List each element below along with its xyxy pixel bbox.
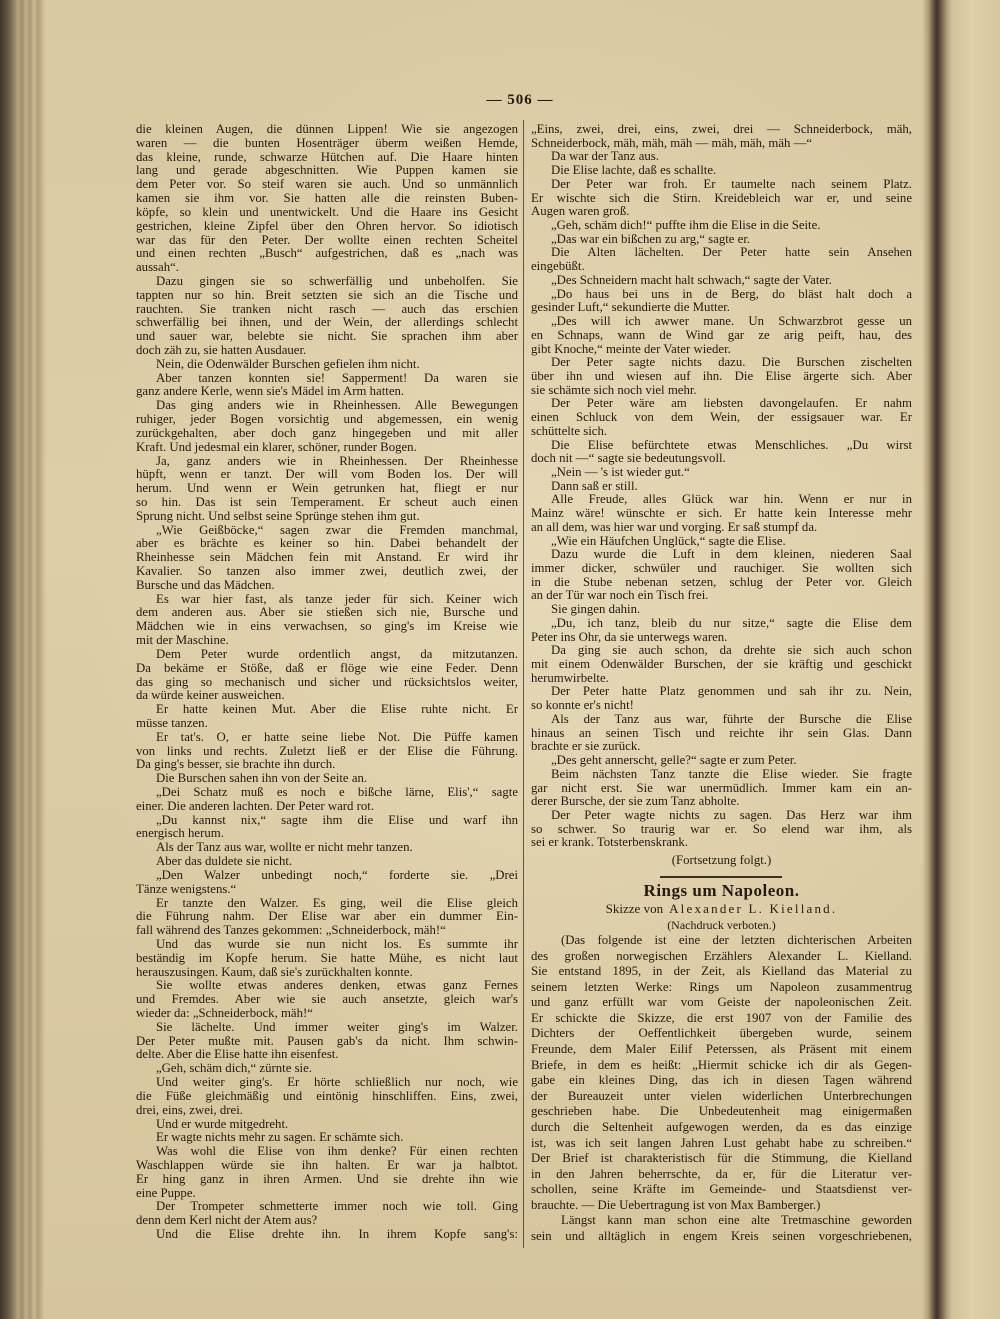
text-line: schollen, seine Kräfte im Gemeinde- und Staatsdienst ver- [531, 1182, 912, 1197]
text-line: Das ging anders wie in Rheinhessen. Alle Bewegungen [156, 399, 518, 413]
text-line: herauszusingen. Kaum, daß sie's zurückhalten konnte. [136, 965, 413, 979]
text-line: Der Peter wagte nichts zu sagen. Das Herz war ihm [551, 808, 912, 822]
text-line: waren — die bunten Hosenträger überm weißen Hemde, [136, 136, 518, 150]
paragraph [136, 1021, 518, 1062]
text-line: brachte er sie zurück. [531, 740, 641, 754]
paragraph [531, 288, 912, 315]
text-line: tappten nur so hin. Breit setzten sie sich an die Tische und [136, 288, 518, 302]
text-line: doch nit —“ sagte sie bedeutungsvoll. [531, 452, 726, 466]
text-line: schüttelte sich. [531, 424, 608, 438]
text-line: Der Peter sagte nichts dazu. Die Burschen zischelten [551, 356, 912, 370]
paragraph [136, 869, 518, 897]
text-line: des großen norwegischen Erzählers Alexander L. Kielland. [531, 948, 912, 963]
text-line: müsse tanzen. [136, 716, 208, 730]
paragraph [136, 399, 518, 454]
text-line: gesinder Luft,“ sekundierte die Mutter. [531, 301, 731, 315]
text-line: an der Tür war noch ein Tisch frei. [531, 589, 709, 603]
text-line: seinem letzten Werke: Rings um Napoleon zusammentrug [531, 979, 912, 994]
paragraph [136, 772, 518, 786]
text-line: die Füße gleichmäßig und eintönig hinschliffen. Eins, zwei, [136, 1089, 518, 1103]
text-line: Da ging's besser, sie brachte ihn durch. [136, 758, 336, 772]
text-line: Dem Peter wurde ordentlich angst, da mitzutanzen. [156, 647, 518, 661]
text-line: derer Bursche, der sie zum Tanz abholte. [531, 795, 740, 809]
page-gutter-shadow [922, 0, 952, 1319]
text-line: Freunde, dem Maler Eilif Peterssen, als Präsent mit einem [531, 1042, 912, 1057]
text-line: „Wie ein Häufchen Unglück,“ sagte die Elise. [551, 534, 786, 548]
article-title: Rings um Napoleon. [643, 881, 800, 900]
text-line: herum. Und wenn er Wein getrunken hat, fliegt er nur [136, 482, 518, 496]
text-line: Längst kann man schon eine alte Tretmaschine geworden [561, 1213, 912, 1228]
text-line: Kavalier. So tanzen also immer zwei, deutlich zwei, der [136, 565, 518, 578]
paragraph [531, 809, 912, 850]
paragraph [136, 123, 518, 275]
paragraph [136, 275, 518, 358]
text-line: „Des Schneidern macht halt schwach,“ sagte der Vater. [551, 273, 832, 287]
paragraph [136, 855, 518, 869]
text-line: Da war der Tanz aus. [551, 150, 659, 164]
text-line: „Das war ein bißchen zu arg,“ sagte er. [551, 232, 751, 246]
paragraph [136, 358, 518, 372]
paragraph [136, 979, 518, 1020]
text-line: (Das folgende ist eine der letzten dichterischen Arbeiten [561, 933, 912, 947]
text-line: Und das wurde sie nun nicht los. Es summte ihr [156, 937, 518, 951]
text-line: so schwer. So traurig war er. So elend war ihm, als [531, 822, 912, 836]
text-line: doch zäh zu, sie hatten Ausdauer. [136, 344, 307, 357]
text-line: einen Schluck von dem Wein, der essigsauer war. Er [531, 411, 912, 425]
article-body [531, 933, 912, 1245]
text-line: war das für den Peter. Der wollte einen rechten Scheitel [136, 233, 518, 247]
text-line: Er hatte keinen Mut. Aber die Elise ruhte nicht. Er [156, 703, 518, 717]
text-line: Er wagte nichts mehr zu sagen. Er schämte sich. [156, 1131, 404, 1145]
text-line: Sie wollte etwas anderes denken, etwas ganz Fernes [156, 979, 518, 993]
next-page-edge [952, 0, 1000, 1319]
paragraph [531, 466, 912, 480]
text-line: rauchten. Sie tranken nicht rasch — auch das erschien [136, 302, 518, 316]
text-line: Als der Tanz aus war, führte der Bursche die Elise [551, 712, 912, 726]
paragraph [136, 1076, 518, 1117]
text-line: Da bekäme er Stöße, daß er flöge wie eine Feder. Denn [136, 661, 518, 675]
text-line: in den Jahren beherrschte, da er, für die Literatur ver- [531, 1166, 912, 1181]
paragraph [531, 685, 912, 712]
paragraph [136, 1200, 518, 1228]
article-byline [531, 901, 912, 917]
text-line: da würde keiner ausweichen. [136, 689, 285, 703]
text-line: drei, eins, zwei, drei. [136, 1103, 243, 1117]
text-line: denn dem Kerl nicht der Atem aus? [136, 1214, 318, 1228]
text-line: Er schickte die Skizze, die erst 1907 von der Familie des [531, 1010, 912, 1025]
text-line: mit einem Odenwälder Burschen, der sie kräftig und geschickt [531, 658, 912, 672]
text-line: Der Peter wäre am liebsten davongelaufen. Er nahm [551, 397, 912, 411]
paragraph [531, 480, 912, 494]
text-line: Alle Freude, alles Glück war hin. Wenn er nur in [551, 493, 912, 507]
text-line: Als der Tanz aus war, wollte er nicht mehr tanzen. [156, 841, 413, 855]
text-line: Da ging sie auch schon, da drehte sie sich auch schon [551, 644, 912, 658]
paragraph [531, 603, 912, 617]
text-line: sie schämte sich noch viel mehr. [531, 383, 697, 397]
text-line: köpfe, so klein und unentwickelt. Und die Haare ins Gesicht [136, 205, 518, 219]
text-line: aber es brächte es keiner so hin. Dabei behandelt der [136, 537, 518, 551]
paragraph [531, 768, 912, 809]
text-line: Sie gingen dahin. [551, 603, 641, 617]
paragraph [531, 535, 912, 549]
text-line: das ging so mechanisch und sicher und rücksichtslos weiter, [136, 675, 518, 689]
right-column [531, 123, 912, 850]
text-line: Aber das duldete sie nicht. [156, 855, 293, 869]
paragraph [531, 123, 912, 150]
text-line: Was wohl die Elise von ihm denke? Für einen rechten [156, 1145, 518, 1159]
text-line: Der Brief ist charakteristisch für die Stimmung, die Kielland [531, 1151, 912, 1166]
text-line: Ja, ganz anders wie in Rheinhessen. Der Rheinhesse [156, 454, 518, 468]
text-line: Tänze wenigstens.“ [136, 882, 237, 896]
text-line: „Dei Schatz muß es noch e bißche lärne, Elis',“ sagte [156, 786, 518, 799]
text-line: ruhiger, jeder Bogen vorsichtig und abgemessen, ein wenig [136, 413, 518, 427]
paragraph [531, 356, 912, 397]
byline-author: Alexander L. Kielland. [669, 901, 838, 916]
paragraph [531, 644, 912, 685]
paragraph [136, 372, 518, 400]
text-line: „Des geht annerscht, gelle?“ sagte er zum Peter. [551, 754, 797, 768]
paragraph [136, 455, 518, 524]
paragraph [136, 1228, 518, 1242]
text-line: zurückgehalten, aber doch ganz hingegeben und mit aller [136, 426, 518, 440]
text-line: kamen sie ihm vor. Sie hatten alle die reinsten Buben- [136, 192, 518, 206]
text-line: gar nicht erst. Sie war unermüdlich. Immer kam ein an- [531, 781, 912, 795]
text-line: geschrieben habe. Die Unbedeutenheit mag einigermaßen [531, 1104, 912, 1119]
text-line: dem Peter vor. So steif waren sie auch. Und so unmännlich [136, 178, 518, 192]
text-line: in die Stube nebenan setzen, schlug der Peter vor. Gleich [531, 575, 912, 589]
text-line: Es war hier fast, als tanze jeder für sich. Keiner wich [156, 592, 518, 606]
text-line: Er hing ganz in ihren Armen. Und sie drehte ihn wie [136, 1172, 518, 1186]
paragraph [531, 315, 912, 356]
text-line: „Geh, schäm dich,“ zürnte sie. [156, 1062, 312, 1076]
text-line: Die Elise lachte, daß es schallte. [551, 164, 717, 178]
text-line: delte. Aber die Elise hatte ihn eisenfest. [136, 1048, 339, 1062]
paragraph [136, 814, 518, 842]
text-line: eingebüßt. [531, 260, 585, 274]
text-line: herumwirbelte. [531, 671, 609, 685]
text-line: über ihn und wiesen auf ihn. Die Elise ärgerte sich. Aber [531, 369, 912, 383]
paragraph [531, 246, 912, 273]
text-line: Mädchen wie in eins verwachsen, so ging's im Kreise wie [136, 620, 518, 634]
text-line: die kleinen Augen, die dünnen Lippen! Wie sie angezogen [136, 123, 518, 136]
paragraph [531, 233, 912, 247]
text-line: Nein, die Odenwälder Burschen gefielen ihm nicht. [156, 357, 420, 371]
text-line: hinaus an seinen Tisch und reichte ihr sein Glas. Dann [531, 726, 912, 740]
text-line: einer. Die anderen lachten. Der Peter ward rot. [136, 799, 375, 813]
text-line: Dazu gingen sie so schwerfällig und unbeholfen. Sie [156, 274, 518, 288]
text-line: „Do haus bei uns in de Berg, do bläst halt doch a [551, 287, 912, 301]
text-line: Kraft. Und jedesmal ein klarer, schöner, runder Bogen. [136, 440, 417, 454]
text-line: Aber tanzen konnten sie! Sapperment! Da waren sie [156, 371, 518, 385]
paragraph [136, 731, 518, 772]
text-line: und einen rechten „Busch“ aufgestrichen, daß es „nach was [136, 247, 518, 261]
text-line: fall während des Tanzes gekommen: „Schneiderbock, mäh!“ [136, 924, 446, 938]
text-line: Peter ins Ohr, da sie unterwegs waren. [531, 630, 728, 644]
text-line: Und die Elise drehte ihn. In ihrem Kopfe sang's: [156, 1228, 518, 1241]
text-line: schwerfällig bei ihnen, und der Wein, der allerdings schlecht [136, 316, 518, 330]
paragraph [531, 493, 912, 534]
text-line: lang und gerade abgeschnitten. Wie Puppen kamen sie [136, 164, 518, 178]
text-line: von links und rechts. Zuletzt ließ er der Elise die Führung. [136, 744, 518, 758]
text-line: dem anderen aus. Aber sie stießen sich nie, Bursche und [136, 606, 518, 620]
reprint-notice: (Nachdruck verboten.) [667, 918, 776, 932]
text-line: der Bureauzeit unter vielen widerlichen Unterbrechungen [531, 1088, 912, 1103]
text-line: Die Alten lächelten. Der Peter hatte sein Ansehen [551, 246, 912, 260]
text-line: ist, was ich seit langen Jahren Lust gehabt habe zu schreiben.“ [531, 1135, 912, 1150]
text-line: an all dem, was hier war und vorging. Er saß stumpf da. [531, 520, 818, 534]
text-line: Augen waren groß. [531, 205, 630, 219]
text-line: Mainz wäre! wünschte er sich. Er hatte kein Interesse mehr [531, 507, 912, 521]
paragraph [531, 164, 912, 178]
paragraph [136, 648, 518, 703]
text-line: energisch herum. [136, 827, 224, 841]
text-line: beständig im Kopfe herum. Sie hatte Mühe, es nicht laut [136, 951, 518, 965]
text-line: „Des will ich awwer mane. Un Schwarzbrot gesse un [551, 315, 912, 329]
paragraph [531, 439, 912, 466]
text-line: gibt Knoche,“ meinte der Vater wieder. [531, 342, 731, 356]
byline-prefix: Skizze von [605, 901, 664, 916]
text-line: „Eins, zwei, drei, eins, zwei, drei — Schneiderbock, mäh, [531, 123, 912, 136]
text-line: Und er wurde mitgedreht. [156, 1117, 289, 1131]
paragraph [136, 938, 518, 979]
text-line: brauchte. — Die Uebertragung ist von Max Bamberger.) [531, 1197, 821, 1212]
column-divider [523, 120, 524, 1248]
text-line: eine Puppe. [136, 1186, 196, 1200]
paragraph [136, 897, 518, 938]
text-line: mit der Maschine. [136, 634, 229, 648]
text-line: Sie entstand 1895, in der Zeit, als Kielland das Material zu [531, 964, 912, 979]
text-line: „Wie Geißböcke,“ sagen zwar die Fremden manchmal, [156, 523, 518, 537]
paragraph [531, 274, 912, 288]
text-line: ganz andere Kerle, wenn sie's Mädel im Arm hatten. [136, 385, 405, 399]
paragraph [531, 933, 912, 1213]
paragraph [136, 703, 518, 731]
text-line: und ganz erfüllt war vom Geiste der napoleonischen Zeit. [531, 995, 912, 1010]
text-line: Beim nächsten Tanz tanzte die Elise wieder. Sie fragte [551, 767, 912, 781]
page-number: — 506 — [486, 92, 554, 108]
text-line: Die Burschen sahen ihn von der Seite an. [156, 772, 368, 786]
text-line: sei er krank. Totsterbenskrank. [531, 836, 689, 850]
text-line: sein und alltäglich in engem Kreis seinen vorgeschriebenen, [531, 1228, 912, 1243]
left-column [136, 123, 518, 1242]
text-line: Waschlappen würde sie ihn halten. Er war ja halbtot. [136, 1158, 518, 1172]
text-line: gestrichen, kleine Zipfel über den Ohren hervor. So idiotisch [136, 219, 518, 233]
text-line: und sauer war, belebte sie nicht. Sie sprachen ihm aber [136, 330, 518, 344]
text-line: Sprung nicht. Und selbst seine Sprünge stehen ihm gut. [136, 509, 420, 523]
paragraph [531, 754, 912, 768]
book-binding-edge [0, 0, 46, 1319]
text-line: immer dicker, schwüler und rauchiger. Sie wollten sich [531, 562, 912, 575]
text-line: Der Peter hatte Platz genommen und sah ihr zu. Nein, [551, 685, 912, 699]
text-line: Dazu wurde die Luft in dem kleinen, niederen Saal [551, 548, 912, 562]
text-line: Und weiter ging's. Er hörte schließlich nur noch, wie [156, 1076, 518, 1090]
text-line: Der Peter mußte mit. Pausen gab's da nicht. Ihm schwin- [136, 1034, 518, 1048]
paragraph [531, 178, 912, 219]
text-line: „Nein — 's ist wieder gut.“ [551, 465, 690, 479]
paragraph [531, 1213, 912, 1244]
paragraph [136, 1062, 518, 1076]
text-line: so hin. Das ist sein Temperament. Er scheut auch einen [136, 495, 518, 509]
text-line: Briefe, in dem es heißt: „Hiermit schicke ich dir als Gegen- [531, 1057, 912, 1072]
text-line: das kleine, runde, schwarze Hütchen auf. Die Haare hinten [136, 150, 518, 164]
text-line: Der Trompeter schmetterte immer noch wie toll. Ging [156, 1200, 518, 1214]
text-line: durch die Seltenheit aufgewogen werden, da es das einzige [531, 1119, 912, 1134]
paragraph [531, 150, 912, 164]
text-line: Der Peter war froh. Er taumelte nach seinem Platz. [551, 177, 912, 191]
paragraph [136, 1145, 518, 1200]
text-line: Dichters der Oeffentlichkeit übergeben wurde, seinem [531, 1026, 912, 1041]
text-line: Er tanzte den Walzer. Es ging, weil die Elise gleich [156, 896, 518, 910]
paragraph [531, 548, 912, 603]
text-line: Er tat's. O, er hatte seine liebe Not. Die Püffe kamen [156, 730, 518, 744]
paragraph [136, 1118, 518, 1132]
text-line: hüpft, wenn er tanzt. Der will vom Boden los. Der will [136, 468, 518, 482]
section-rule [660, 876, 782, 878]
paragraph [136, 786, 518, 814]
text-line: Die Elise befürchtete etwas Menschliches. „Du wirst [551, 438, 912, 452]
paragraph [136, 593, 518, 648]
paragraph [531, 617, 912, 644]
paragraph [136, 841, 518, 855]
paragraph [136, 524, 518, 593]
text-line: „Den Walzer unbedingt noch,“ forderte sie. „Drei [156, 868, 518, 882]
continuation-note: (Fortsetzung folgt.) [671, 853, 772, 867]
text-line: „Du, ich tanz, bleib du nur sitze,“ sagte die Elise dem [551, 616, 912, 630]
text-line: wieder da: „Schneiderbock, mäh!“ [136, 1007, 313, 1020]
text-line: Bursche und das Mädchen. [136, 578, 275, 592]
text-line: Er wischte sich die Stirn. Kreidebleich war er, und seine [531, 191, 912, 205]
paragraph [531, 713, 912, 754]
text-line: Rheinhesse sein Mädchen fein mit Anstand. Er wird ihr [136, 551, 518, 565]
text-line: und Fremdes. Aber wie sie auch ansetzte, gleich war's [136, 993, 518, 1007]
paragraph [531, 219, 912, 233]
text-line: Dann saß er still. [551, 479, 638, 493]
text-line: „Geh, schäm dich!“ puffte ihm die Elise in die Seite. [551, 219, 821, 233]
text-line: die Führung nahm. Der Elise war aber ein dummer Ein- [136, 910, 518, 924]
text-line: so konnte er's nicht! [531, 699, 634, 713]
paragraph [531, 397, 912, 438]
text-line: gabe ein kleines Ding, das ich in diesen Tagen während [531, 1073, 912, 1088]
paragraph [136, 1131, 518, 1145]
text-line: Schneiderbock, mäh, mäh, mäh — mäh, mäh, mäh —“ [531, 136, 813, 150]
text-line: aussah“. [136, 261, 179, 275]
text-line: Sie lächelte. Und immer weiter ging's im Walzer. [156, 1020, 518, 1034]
text-line: en Schnaps, wann de Wind gar ze arig peift, hau, des [531, 328, 912, 342]
text-line: „Du kannst nix,“ sagte ihm die Elise und warf ihn [156, 813, 518, 827]
